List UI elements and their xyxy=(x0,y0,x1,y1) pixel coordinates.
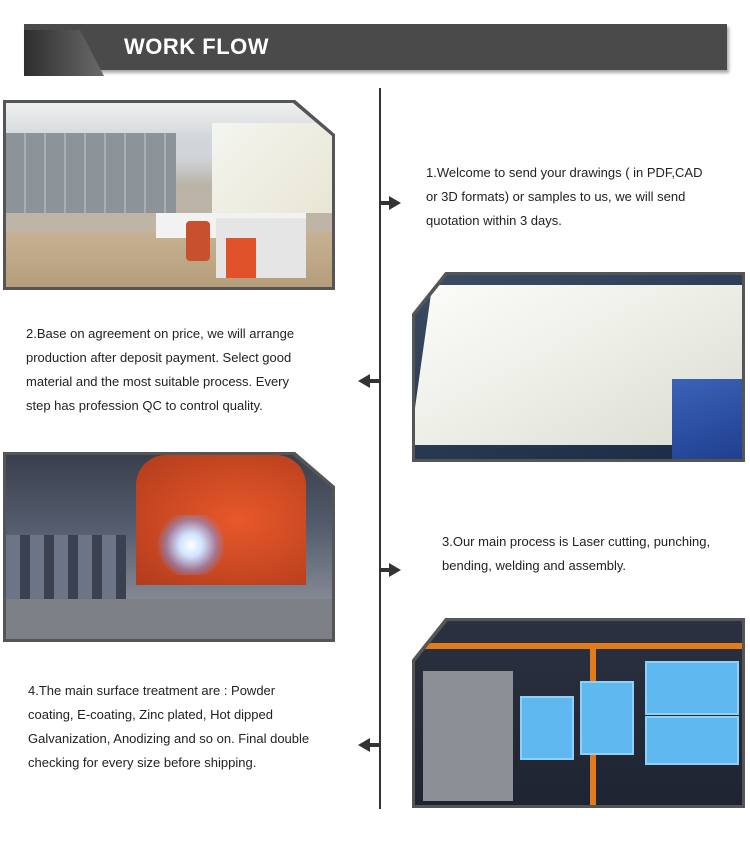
step1-arrow-stem xyxy=(381,201,389,205)
metal-sheet-photo xyxy=(412,272,745,462)
step2-text xyxy=(26,322,294,418)
step1-text xyxy=(426,161,702,233)
step4-line: coating, E-coating, Zinc plated, Hot dipped xyxy=(28,707,273,722)
step4-line: 4.The main surface treatment are : Powder xyxy=(28,683,276,698)
step4-line: checking for every size before shipping. xyxy=(28,755,257,770)
step3-line: bending, welding and assembly. xyxy=(442,558,627,573)
welding-photo xyxy=(3,452,335,642)
step4-line: Galvanization, Anodizing and so on. Final double xyxy=(28,731,310,746)
step1-arrow-icon xyxy=(389,196,401,210)
powder-coating-photo xyxy=(412,618,745,808)
timeline-line xyxy=(379,88,381,809)
step3-arrow-stem xyxy=(381,568,389,572)
step3-line: 3.Our main process is Laser cutting, punching, xyxy=(442,534,711,549)
step2-line: step has profession QC to control quality. xyxy=(26,398,263,413)
step3-arrow-icon xyxy=(389,563,401,577)
step3-text xyxy=(442,530,710,578)
step1-line: 1.Welcome to send your drawings ( in PDF,CAD xyxy=(426,165,703,180)
step2-line: material and the most suitable process. Every xyxy=(26,374,290,389)
step4-arrow-stem xyxy=(368,743,379,747)
step1-line: or 3D formats) or samples to us, we will send xyxy=(426,189,686,204)
step1-line: quotation within 3 days. xyxy=(426,213,562,228)
office-photo xyxy=(3,100,335,290)
step2-arrow-stem xyxy=(368,379,379,383)
step2-line: production after deposit payment. Select good xyxy=(26,350,292,365)
step4-text xyxy=(28,679,309,775)
step2-line: 2.Base on agreement on price, we will arrange xyxy=(26,326,295,341)
page-title: WORK FLOW xyxy=(124,34,270,59)
